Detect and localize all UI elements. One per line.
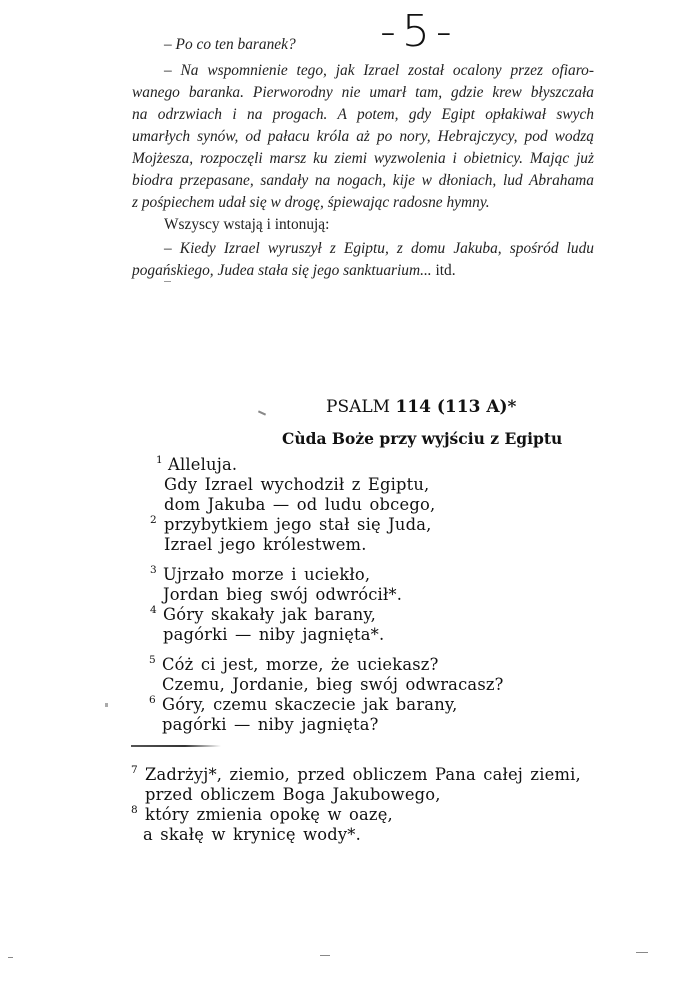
verse-line: Ujrzało morze i uciekło, <box>163 565 371 584</box>
verse-number: 8 <box>131 804 138 816</box>
prose-answer-line: z pośpiechem udał się w drogę, śpiewając radosne hymny. <box>132 194 490 211</box>
verse-number: 7 <box>131 764 138 776</box>
verse-line: Alleluja. <box>168 455 238 474</box>
verse-line: a skałę w krynicę wody*. <box>143 825 361 844</box>
scan-mark <box>636 952 648 953</box>
verse-number: 5 <box>149 654 156 666</box>
prose-answer-line: na odrzwiach i na progach. A potem, gdy Egipt opłakiwał swych <box>132 106 594 123</box>
prose-answer-line: Mojżesza, rozpoczęli marsz ku ziemi wyzwolenia i obietnicy. Mając już <box>132 150 594 167</box>
scan-mark <box>164 281 171 282</box>
scan-mark <box>8 957 13 958</box>
verse-line: Góry skakały jak barany, <box>163 605 377 624</box>
verse-line: który zmienia opokę w oazę, <box>145 805 393 824</box>
verse-number: 1 <box>156 454 163 466</box>
scan-mark <box>105 703 108 707</box>
verse-line: Zadrżyj*, ziemio, przed obliczem Pana całej ziemi, <box>145 765 581 784</box>
prose-rubric: Wszyscy wstają i intonują: <box>164 216 330 233</box>
prose-chant-text: pogańskiego, Judea stała się jego sanktuarium... <box>132 262 432 279</box>
prose-answer-line: – Na wspomnienie tego, jak Izrael został ocalony przez ofiaro- <box>164 62 594 79</box>
verse-line: dom Jakuba — od ludu obcego, <box>164 495 436 514</box>
verse-line: Izrael jego królestwem. <box>164 535 367 554</box>
prose-answer-line: biodra przepasane, sandały na nogach, kije w dłoniach, lud Abrahama <box>132 172 594 189</box>
verse-line: Jordan bieg swój odwrócił*. <box>163 585 403 604</box>
psalm-title-number: 114 (113 A)* <box>395 397 517 417</box>
prose-answer-line: wanego baranka. Pierworodny nie umarł tam, gdzie krew błyszczała <box>132 84 594 101</box>
verse-number: 3 <box>150 564 157 576</box>
prose-chant-line <box>132 262 456 280</box>
verse-line: Gdy Izrael wychodził z Egiptu, <box>164 475 430 494</box>
scan-mark <box>258 410 266 415</box>
prose-chant-suffix: itd. <box>431 262 456 279</box>
verse-line: Czemu, Jordanie, bieg swój odwracasz? <box>162 675 504 694</box>
prose-chant-line: – Kiedy Izrael wyruszył z Egiptu, z domu Jakuba, spośród ludu <box>164 240 594 257</box>
verse-line: przed obliczem Boga Jakubowego, <box>145 785 441 804</box>
verse-line: Góry, czemu skaczecie jak barany, <box>162 695 458 714</box>
psalm-subtitle: Cùda Boże przy wyjściu z Egiptu <box>282 429 563 448</box>
psalm-title-prefix: PSALM <box>326 397 396 417</box>
verse-number: 4 <box>150 604 157 616</box>
verse-line: przybytkiem jego stał się Juda, <box>164 515 432 534</box>
verse-number: 2 <box>150 514 157 526</box>
scan-mark <box>320 955 330 956</box>
separator-rule <box>131 745 221 747</box>
verse-line: Cóż ci jest, morze, że uciekasz? <box>162 655 439 674</box>
page-number: -5- <box>380 6 458 57</box>
prose-question: – Po co ten baranek? <box>164 36 296 53</box>
verse-number: 6 <box>149 694 156 706</box>
verse-line: pagórki — niby jagnięta? <box>162 715 379 734</box>
psalm-title <box>326 397 516 417</box>
verse-line: pagórki — niby jagnięta*. <box>163 625 385 644</box>
prose-answer-line: umarłych synów, od pałacu króla aż po nory, Hebrajczycy, pod wodzą <box>132 128 594 145</box>
